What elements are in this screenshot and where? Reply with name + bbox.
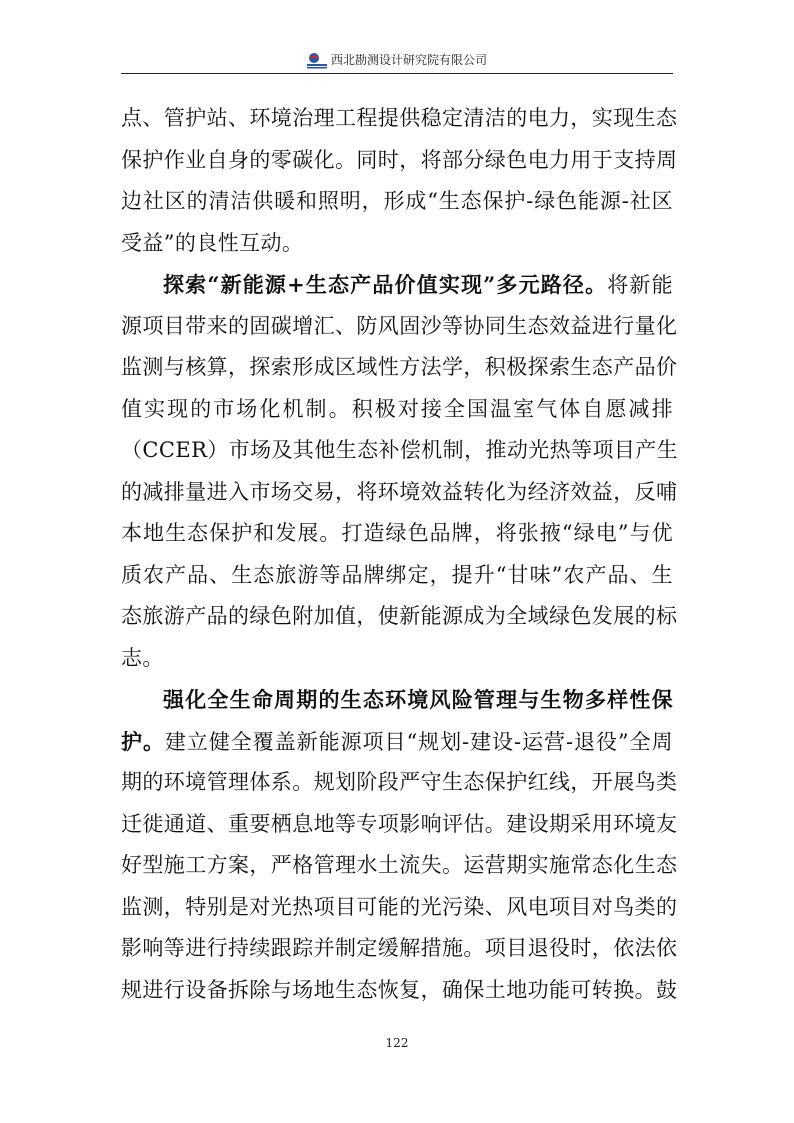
- line-text: 期的环境管理体系。规划阶段严守生态保护红线，开展鸟类: [121, 770, 678, 794]
- text-line: [121, 679, 673, 721]
- text-line: [121, 596, 678, 638]
- line-text: 边社区的清洁供暖和照明，形成“生态保护-绿色能源-社区: [121, 189, 673, 213]
- page-header: [121, 50, 673, 72]
- text-line: [121, 472, 678, 514]
- text-line: [121, 845, 678, 887]
- text-line: [121, 181, 673, 223]
- bold-heading-text: 探索“新能源+生态产品价值实现”多元路径。: [163, 272, 608, 297]
- text-line: [121, 98, 678, 140]
- text-line: [121, 555, 673, 597]
- text-line: [121, 513, 673, 555]
- page-number: 122: [385, 1036, 409, 1050]
- line-text: 本地生态保护和发展。打造绿色品牌，将张掖“绿电”与优: [121, 521, 673, 545]
- line-text: 迁徙通道、重要栖息地等专项影响评估。建设期采用环境友: [121, 811, 678, 836]
- line-text: 规进行设备拆除与场地生态恢复，确保土地功能可转换。鼓: [121, 977, 678, 1002]
- text-line: [121, 928, 678, 970]
- text-line: [121, 389, 673, 431]
- line-text: 态旅游产品的绿色附加值，使新能源成为全域绿色发展的标: [121, 604, 678, 628]
- line-text: 监测，特别是对光热项目可能的光污染、风电项目对鸟类的: [121, 894, 678, 919]
- bold-heading-text: 护。: [121, 728, 165, 754]
- text-line: [121, 223, 673, 265]
- line-text: 好型施工方案，严格管理水土流失。运营期实施常态化生态: [121, 853, 678, 877]
- text-line: [121, 721, 673, 763]
- text-line: [121, 306, 678, 348]
- text-line: [121, 140, 678, 182]
- line-text: 值实现的市场化机制。积极对接全国温室气体自愿减排: [121, 396, 673, 421]
- line-text: 志。: [121, 645, 164, 670]
- header-rule: [121, 73, 673, 74]
- text-line: [121, 264, 673, 306]
- line-text: 影响等进行持续跟踪并制定缓解措施。项目退役时，依法依: [121, 936, 678, 960]
- line-text: 受益”的良性互动。: [121, 230, 304, 255]
- line-text: 建立健全覆盖新能源项目“规划-建设-运营-退役”全周: [164, 729, 673, 754]
- line-text: （CCER）市场及其他生态补偿机制，推动光热等项目产生: [121, 438, 679, 462]
- line-text: 保护作业自身的零碳化。同时，将部分绿色电力用于支持周: [121, 147, 678, 172]
- line-text: 源项目带来的固碳增汇、防风固沙等协同生态效益进行量化: [121, 313, 678, 338]
- line-text: 的减排量进入市场交易，将环境效益转化为经济效益，反哺: [121, 479, 678, 504]
- text-line: [121, 887, 678, 929]
- line-text: 将新能: [607, 273, 673, 297]
- line-text: 监测与核算，探索形成区域性方法学，积极探索生态产品价: [121, 355, 678, 379]
- line-text: 质农产品、生态旅游等品牌绑定，提升“甘味”农产品、生: [121, 562, 673, 587]
- text-line: [121, 638, 673, 680]
- line-text: 点、管护站、环境治理工程提供稳定清洁的电力，实现生态: [121, 106, 678, 130]
- text-line: [121, 430, 679, 472]
- body-text: [121, 98, 679, 1011]
- organization-name: 西北勘测设计研究院有限公司: [331, 53, 488, 67]
- text-line: [121, 762, 678, 804]
- text-line: [121, 970, 678, 1012]
- company-logo-icon: [306, 52, 328, 70]
- text-line: [121, 347, 678, 389]
- text-line: [121, 804, 678, 846]
- bold-heading-text: 强化全生命周期的生态环境风险管理与生物多样性保: [163, 687, 673, 712]
